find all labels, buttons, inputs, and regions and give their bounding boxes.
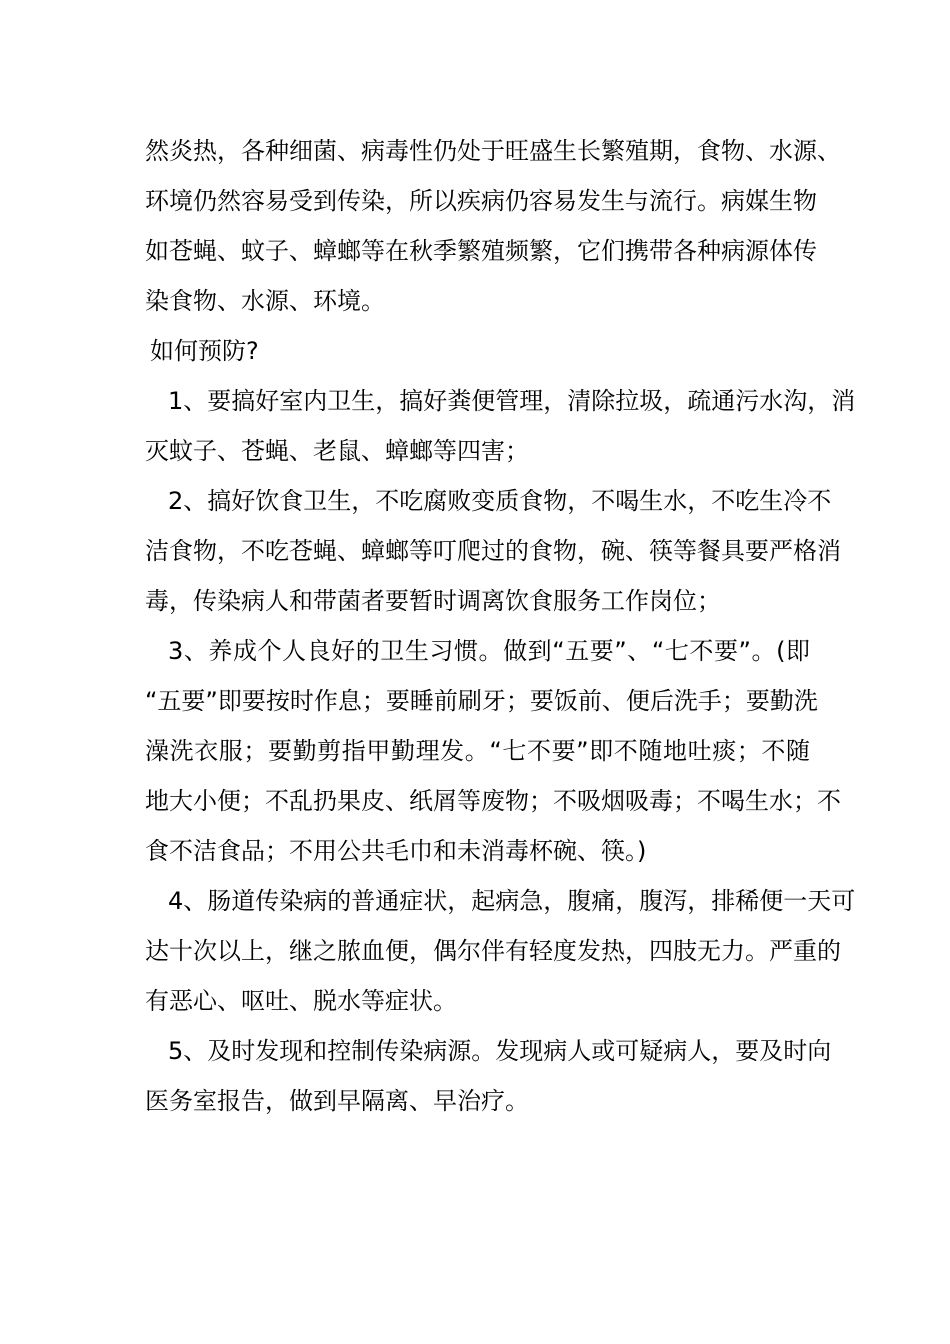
list-item-2: 2、搞好饮食卫生，不吃腐败变质食物，不喝生水，不吃生冷不 bbox=[168, 487, 832, 515]
text-line: 环境仍然容易受到传染，所以疾病仍容易发生与流行。病媒生物 bbox=[145, 187, 817, 215]
text-line: 灭蚊子、苍蝇、老鼠、蟑螂等四害； bbox=[145, 437, 529, 465]
text-line: 洁食物，不吃苍蝇、蟑螂等叮爬过的食物，碗、筷等餐具要严格消 bbox=[145, 537, 841, 565]
list-item-4: 4、肠道传染病的普通症状，起病急，腹痛，腹泻，排稀便一天可 bbox=[168, 887, 856, 915]
list-item-3: 3、养成个人良好的卫生习惯。做到“五要”、“七不要”。(即 bbox=[168, 637, 810, 665]
list-item-1: 1、要搞好室内卫生，搞好粪便管理，清除拉圾，疏通污水沟，消 bbox=[168, 387, 856, 415]
text-line: 有恶心、呕吐、脱水等症状。 bbox=[145, 987, 457, 1015]
text-line: 染食物、水源、环境。 bbox=[145, 287, 385, 315]
text-line: 地大小便；不乱扔果皮、纸屑等废物；不吸烟吸毒；不喝生水；不 bbox=[145, 787, 841, 815]
section-heading: 如何预防? bbox=[150, 337, 259, 365]
text-line: 如苍蝇、蚊子、蟑螂等在秋季繁殖频繁，它们携带各种病源体传 bbox=[145, 237, 817, 265]
list-item-5: 5、及时发现和控制传染病源。发现病人或可疑病人，要及时向 bbox=[168, 1037, 832, 1065]
text-line: 医务室报告，做到早隔离、早治疗。 bbox=[145, 1087, 529, 1115]
text-line: 达十次以上，继之脓血便，偶尔伴有轻度发热，四肢无力。严重的 bbox=[145, 937, 841, 965]
text-line: 食不洁食品；不用公共毛巾和未消毒杯碗、筷。) bbox=[145, 837, 647, 865]
text-line: 毒，传染病人和带菌者要暂时调离饮食服务工作岗位； bbox=[145, 587, 721, 615]
text-line: 然炎热，各种细菌、病毒性仍处于旺盛生长繁殖期，食物、水源、 bbox=[145, 137, 841, 165]
text-line: “五要”即要按时作息；要睡前刷牙；要饭前、便后洗手；要勤洗 bbox=[145, 687, 818, 715]
text-line: 澡洗衣服；要勤剪指甲勤理发。“七不要”即不随地吐痰；不随 bbox=[145, 737, 810, 765]
